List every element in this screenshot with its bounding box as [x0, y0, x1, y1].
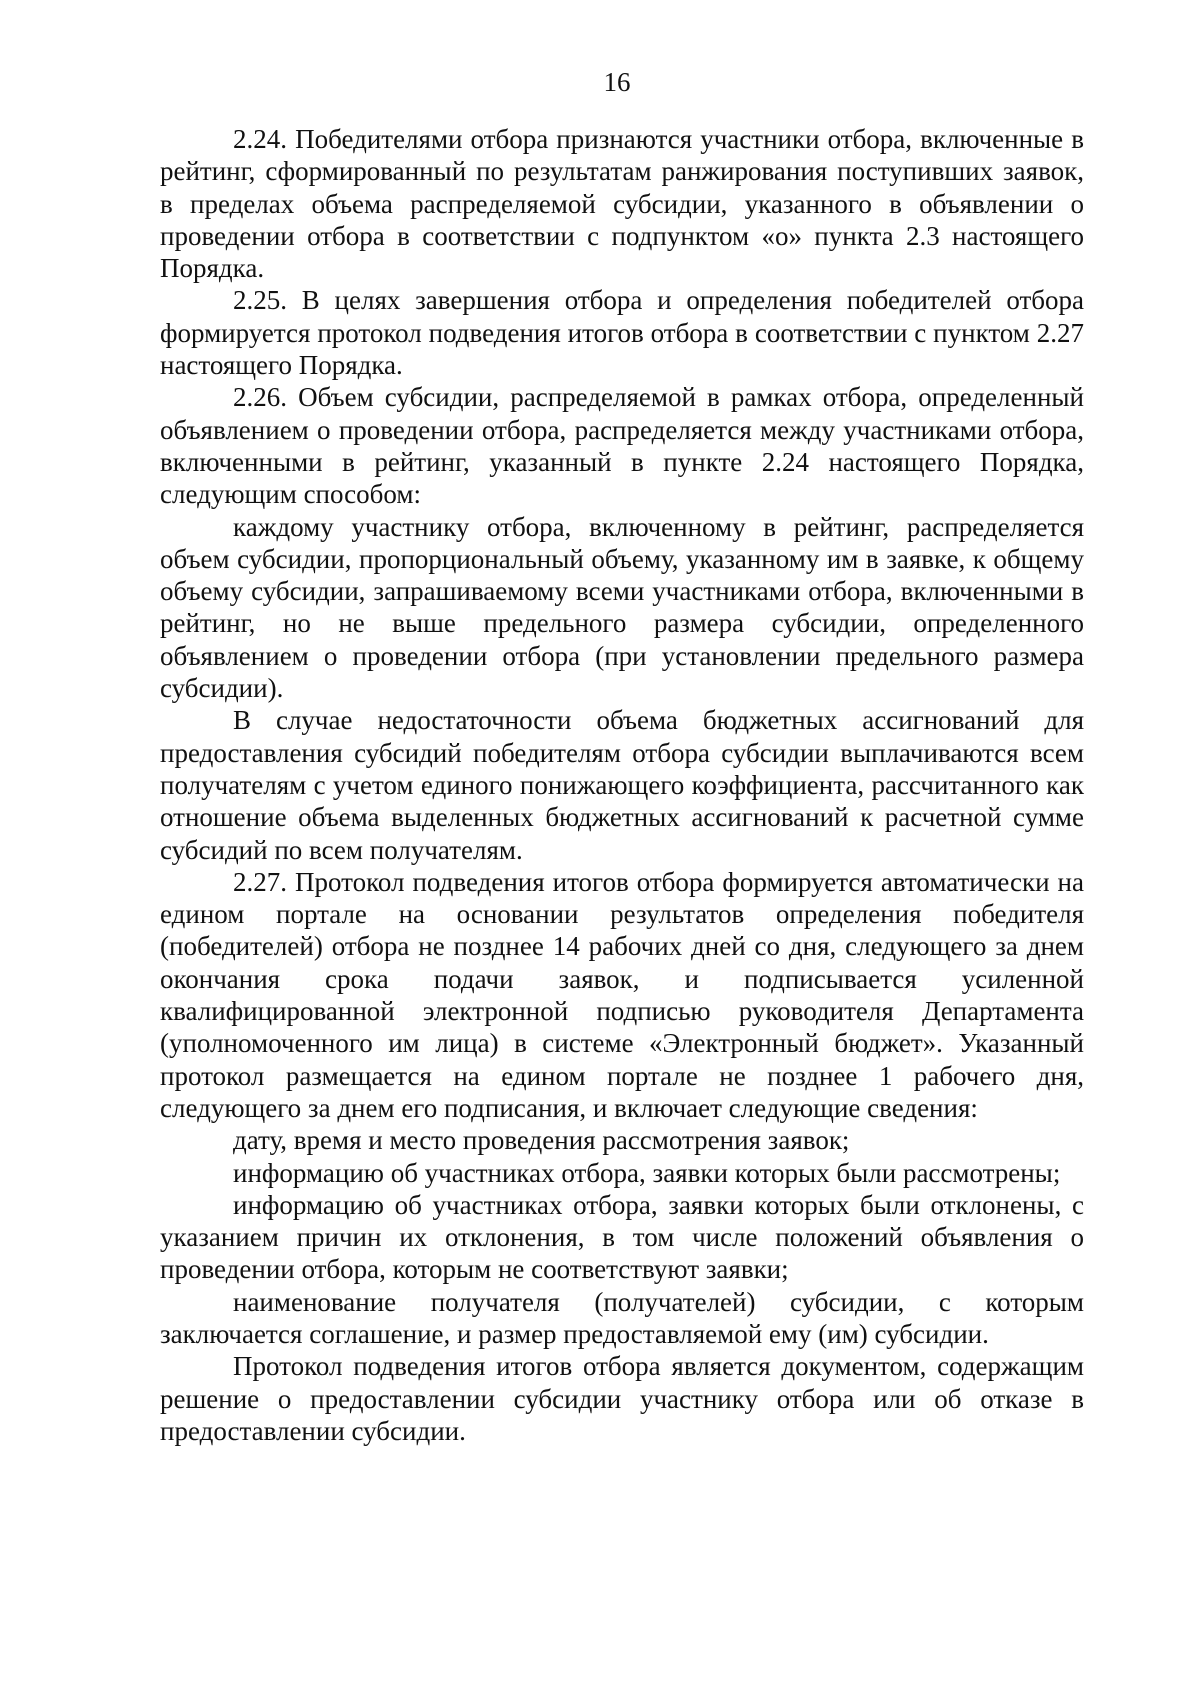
paragraph-2-25: 2.25. В целях завершения отбора и определения победителей отбора формируется протокол подведения итогов отбора в соответствии с пунктом 2.27 настоящего Порядка.: [160, 285, 1084, 381]
paragraph-distribution-method: каждому участнику отбора, включенному в рейтинг, распределяется объем субсидии, пропорциональный объему, указанному им в заявке, к общему объему субсидии, запрашиваемому всеми участниками отбора, включенными в рейтинг, но не выше предельного размера субсидии, определенного объявлением о проведении отбора (при установлении предельного размера субсидии).: [160, 511, 1084, 704]
paragraph-2-24: 2.24. Победителями отбора признаются участники отбора, включенные в рейтинг, сформированный по результатам ранжирования поступивших заявок, в пределах объема распределяемой субсидии, указанного в объявлении о проведении отбора в соответствии с подпунктом «о» пункта 2.3 настоящего Порядка.: [160, 124, 1084, 284]
list-item-reviewed-participants: информацию об участниках отбора, заявки которых были рассмотрены;: [233, 1157, 1061, 1188]
paragraph-2-26: 2.26. Объем субсидии, распределяемой в рамках отбора, определенный объявлением о проведении отбора, распределяется между участниками отбора, включенными в рейтинг, указанный в пункте 2.24 настоящего Порядка, следующим способом:: [160, 382, 1084, 510]
page-number: 16: [603, 67, 631, 97]
paragraph-protocol-decision: Протокол подведения итогов отбора является документом, содержащим решение о предоставлении субсидии участнику отбора или об отказе в предоставлении субсидии.: [160, 1351, 1084, 1446]
list-item-date-time-place: дату, время и место проведения рассмотрения заявок;: [233, 1125, 850, 1156]
paragraph-2-27: 2.27. Протокол подведения итогов отбора формируется автоматически на едином портале на основании результатов определения победителя (победителей) отбора не позднее 14 рабочих дней со дня, следующего за днем окончания срока подачи заявок, и подписывается усиленной квалифицированной электронной подписью руководителя Департамента (уполномоченного им лица) в системе «Электронный бюджет». Указанный протокол размещается на едином портале не позднее 1 рабочего дня, следующего за днем его подписания, и включает следующие сведения:: [160, 866, 1084, 1123]
list-item-rejected-participants: информацию об участниках отбора, заявки которых были отклонены, с указанием причин их отклонения, в том числе положений объявления о проведении отбора, которым не соответствуют заявки;: [160, 1189, 1084, 1285]
document-body: [160, 123, 1084, 1447]
list-item-recipient-name: наименование получателя (получателей) субсидии, с которым заключается соглашение, и размер предоставляемой ему (им) субсидии.: [160, 1286, 1084, 1349]
paragraph-budget-shortfall: В случае недостаточности объема бюджетных ассигнований для предоставления субсидий победителям отбора субсидии выплачиваются всем получателям с учетом единого понижающего коэффициента, рассчитанного как отношение объема выделенных бюджетных ассигнований к расчетной сумме субсидий по всем получателям.: [160, 705, 1084, 865]
